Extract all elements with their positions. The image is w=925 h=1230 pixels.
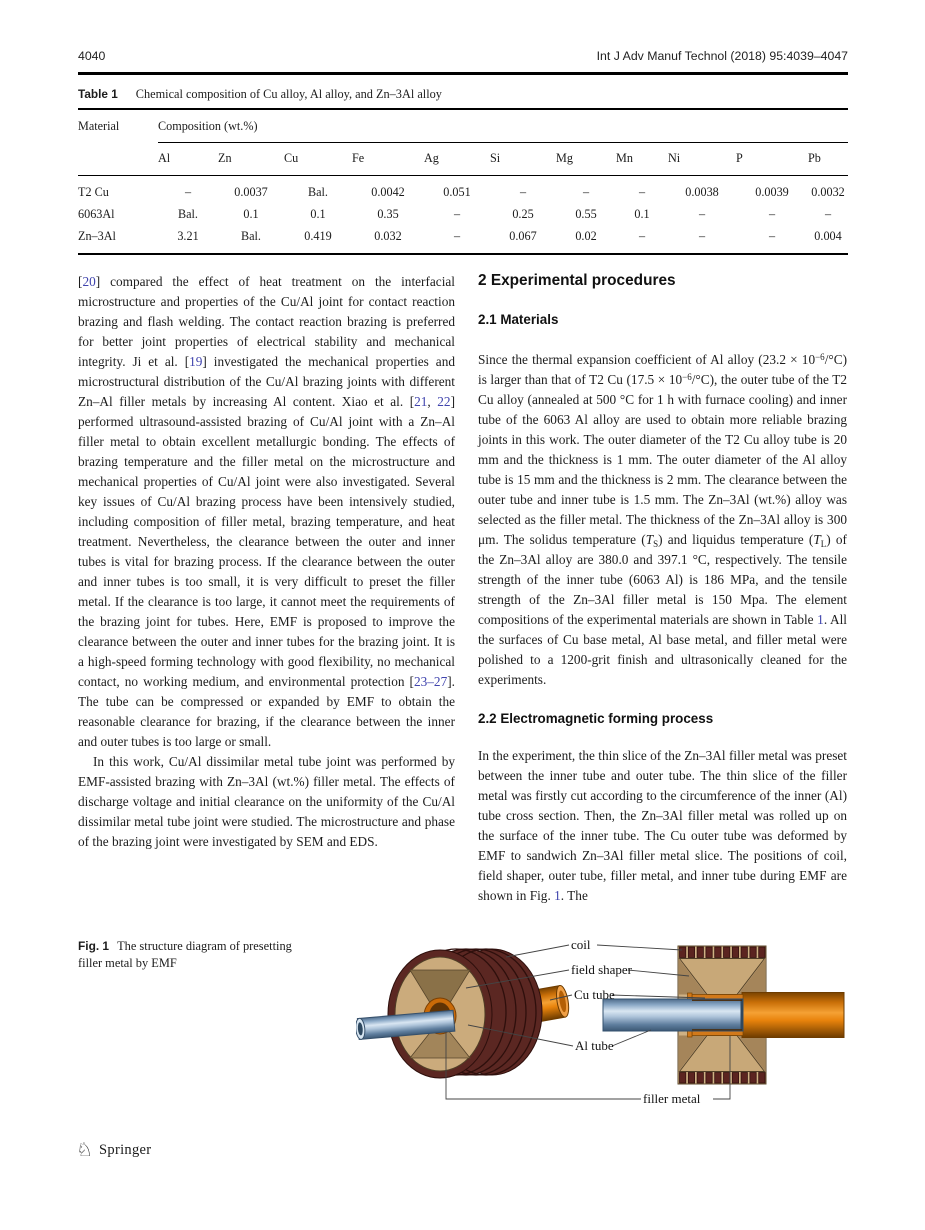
subsection-heading-emf: 2.2 Electromagnetic forming process [478,711,714,726]
annotation-field-shaper: field shaper [571,962,633,977]
cell: 3.21 [177,229,199,243]
figure-diagram [356,926,870,1118]
subsection-heading-materials: 2.1 Materials [478,312,559,327]
cell: – [768,229,776,243]
cell: – [638,185,646,199]
annotation-filler-metal: filler metal [643,1091,701,1106]
row-material: Zn–3Al [78,229,116,243]
text-segment: Since the thermal expansion coefficient of Al alloy (23.2 × 10 [478,352,816,367]
text-segment: L [820,539,827,549]
text-segment: ]. The tube can be compressed or expanded by EMF to obtain the reasonable clearance for brazing, if the clearance between the inner and outer tubes is too large or small. [78,674,455,749]
cell: 0.004 [814,229,842,243]
col-header-zn: Zn [218,143,284,176]
table-label: Table 1 [78,87,118,101]
cell: – [638,229,646,243]
cell: 0.02 [575,229,597,243]
cell: Bal. [178,207,198,221]
col-header-material: Material [78,109,158,176]
col-header-ni: Ni [668,143,736,176]
col-header-pb: Pb [808,143,848,176]
cell: Bal. [241,229,261,243]
citation-link[interactable]: 20 [82,274,96,289]
cell: 0.0042 [371,185,405,199]
col-group-header-composition: Composition (wt.%) [158,109,848,143]
publisher-footer [76,1141,151,1160]
assembly-cross-section [603,946,844,1084]
table-row [78,203,848,225]
cu-tube-section [742,993,844,1038]
row-material: 6063Al [78,207,115,221]
paragraph [478,746,847,906]
composition-table [78,108,848,255]
text-segment: ] investigated the mechanical properties and microstructural distribution of the Cu/Al brazing joints with different Zn–Al filler metals by increasing Al content. Xiao et al. [ [78,354,455,409]
springer-logo-icon: ♘ [76,1139,94,1161]
text-segment: −6 [682,372,692,382]
cell: 0.0037 [234,185,268,199]
cell: – [824,207,832,221]
assembly-3d-view [356,949,571,1078]
col-header-cu: Cu [284,143,352,176]
text-segment: ) of the Zn–3Al alloy are 380.0 and 397.1 °C, respectively. The tensile strength of the inner tube (6063 Al) is 186 MPa, and the tensile strength of the Zn–3Al filler metal is 150 Mpa. The element compositions of the experimental materials are shown in Table [478,532,847,627]
citation-link[interactable]: 1 [817,612,824,627]
text-segment: /°C), the outer tube of the T2 Cu alloy (annealed at 500 °C for 1 h with furnace cooling) and inner tube of the 6063 Al alloy are used to obtain more reliable brazing joints in this work. The outer diameter of the T2 Cu alloy tube is 20 mm and the thickness is 1 mm. The outer diameter of the Al alloy tube is 15 mm and the thickness is 2 mm. The clearance between the outer tube and inner tube is 1.5 mm. The Zn–3Al (wt.%) alloy was selected as the filler metal. The thickness of the Zn–3Al alloy is 300 μm. The solidus temperature ( [478,372,848,547]
text-segment: ) and liquidus temperature ( [658,532,814,547]
table-caption-text: Chemical composition of Cu alloy, Al alloy, and Zn–3Al alloy [135,87,442,101]
text-segment: In the experiment, the thin slice of the Zn–3Al filler metal was preset between the inner tube and outer tube. The thin slice of the filler metal was firstly cut according to the circumference of the inner (Al) tube cross section. Then, the Zn–3Al filler metal was rolled up on the surface of the inner tube. The Cu outer tube was deformed by EMF to sandwich Zn–3Al filler metal slice. The positions of coil, field shaper, outer tube, filler metal, and inner tube during EMF are shown in Fig. [478,748,847,903]
annotation-cu-tube: Cu tube [574,987,615,1002]
cell: 0.051 [443,185,471,199]
col-header-mn: Mn [616,143,668,176]
text-segment: . All the surfaces of Cu base metal, Al base metal, and filler metal were polished to a 1200-grit finish and ultrasonically cleaned for the experiments. [478,612,847,687]
cell: 0.1 [634,207,650,221]
text-segment: T [813,532,821,547]
cell: 0.067 [509,229,537,243]
text-segment: −6 [815,352,825,362]
text-segment: T [645,532,654,547]
al-tube-section [603,999,743,1031]
cell: 0.25 [512,207,534,221]
figure-caption [78,938,296,972]
col-header-al: Al [158,143,218,176]
cell: – [768,207,776,221]
citation-link[interactable]: 1 [554,888,561,903]
annotation-coil: coil [571,937,591,952]
citation-link[interactable]: 21 [414,394,428,409]
cell: 0.0032 [811,185,845,199]
col-header-p: P [736,143,808,176]
al-tube-end [741,999,744,1031]
emf-structure-diagram [356,926,870,1118]
table-row [78,176,848,204]
text-segment: ] performed ultrasound-assisted brazing of Cu/Al joint with a Zn–Al filler metal to obtain excellent metallurgic bonding. The effects of brazing temperature and the filler metal on the microstructure and mechanical properties of Cu/Al joint were also investigated. Several key issues of Cu/Al brazing process have been intensively studied, including composition of filler metal, brazing temperature, and heat treatment. Nevertheless, the clearance between the outer and inner tubes is vital for brazing process. If the clearance between the outer and inner tubes is too small, it is very difficult to preset the filler metal. If the clearance is too large, it cannot meet the requirements of the brazing joint for tubes. Here, EMF is proposed to improve the clearance between the outer and inner tubes for the brazing joint. It is a high-speed forming technology with good flexibility, no mechanical contact, no working medium, and environmental protection [ [78,394,455,689]
col-header-fe: Fe [352,143,424,176]
text-segment: [ [78,274,83,289]
page-number: 4040 [78,49,106,63]
figure-caption-text: The structure diagram of presetting filler metal by EMF [78,939,292,970]
left-column [78,272,455,852]
journal-title: Int J Adv Manuf Technol (2018) 95:4039–4047 [596,49,848,63]
paragraph: In this work, Cu/Al dissimilar metal tube joint was performed by EMF-assisted brazing with Zn–3Al (wt.%) filler metal. The effects of discharge voltage and initial clearance on the uniformity of the Cu/Al dissimilar metal tube joint were studied. The microstructure and phase of the brazing joint were investigated by SEM and EDS. [78,754,455,849]
cell: – [698,207,706,221]
col-header-mg: Mg [556,143,616,176]
citation-link[interactable]: 19 [189,354,203,369]
section-heading: 2 Experimental procedures [478,272,676,289]
cell: 0.419 [304,229,332,243]
cell: – [184,185,192,199]
text-segment: , [427,394,438,409]
citation-link[interactable]: 23–27 [413,674,448,689]
running-head [78,49,848,63]
table-row [78,225,848,254]
cell: – [582,185,590,199]
cell: 0.0039 [755,185,789,199]
right-column [478,272,847,906]
citation-link[interactable]: 22 [437,394,451,409]
paragraph [478,350,847,690]
cell: – [453,229,461,243]
cell: 0.1 [243,207,259,221]
col-header-ag: Ag [424,143,490,176]
text-segment: S [653,539,659,549]
cell: 0.35 [377,207,399,221]
text-segment: . The [560,888,588,903]
cell: 0.55 [575,207,597,221]
cell: 0.0038 [685,185,719,199]
text-segment: ] compared the effect of heat treatment on the interfacial microstructure and properties of the Cu/Al joint for contact reaction brazing and flash welding. The contact reaction brazing is preferred for better joint properties of electrical stability and mechanical integrity. Ji et al. [ [78,274,455,369]
paragraph [78,272,455,752]
cell: Bal. [308,185,328,199]
text-segment: /°C) is larger than that of T2 Cu (17.5 × 10 [478,352,847,387]
publisher-name: Springer [99,1142,152,1158]
figure-label: Fig. 1 [78,939,110,953]
cell: – [698,229,706,243]
row-material: T2 Cu [78,185,109,199]
table-caption [78,87,848,102]
element-header-row [78,143,848,176]
col-header-si: Si [490,143,556,176]
cell: – [453,207,461,221]
annotation-al-tube: Al tube [575,1038,614,1053]
cell: 0.032 [374,229,402,243]
cell: – [519,185,527,199]
header-rule [78,72,848,75]
cell: 0.1 [310,207,326,221]
